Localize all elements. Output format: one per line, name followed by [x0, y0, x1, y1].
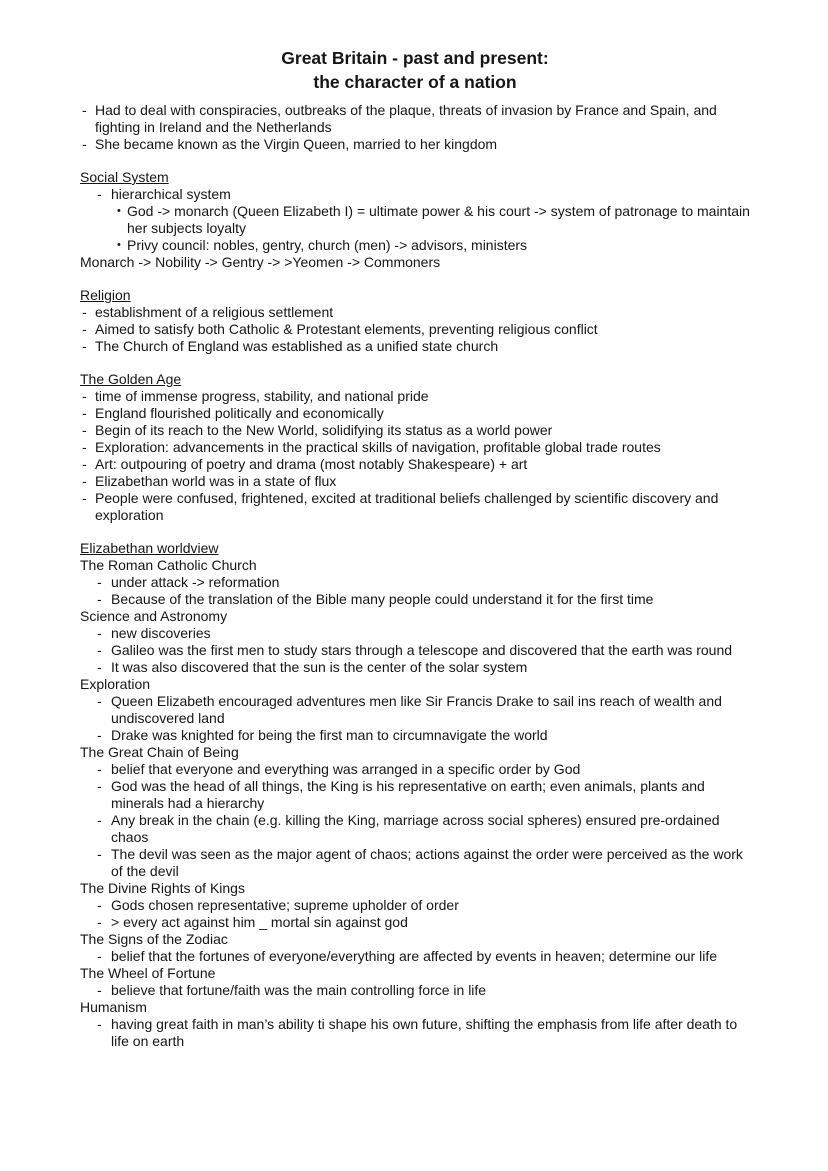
bullet-item: [80, 439, 750, 456]
bullet-item: [80, 136, 750, 153]
bullet-item: [80, 693, 750, 727]
bullet-text: > every act against him _ mortal sin against god: [111, 914, 408, 930]
bullet-text: Aimed to satisfy both Catholic & Protestant elements, preventing religious conflict: [95, 321, 598, 337]
bullet-item: [80, 897, 750, 914]
sub-bullet-item: [80, 237, 750, 254]
bullet-item: [80, 388, 750, 405]
bullet-text: Because of the translation of the Bible many people could understand it for the first time: [111, 591, 654, 607]
bullet-text: belief that the fortunes of everyone/everything are affected by events in heaven; determine our life: [111, 948, 718, 964]
bullet-item: [80, 321, 750, 338]
dash-bullet-marker: -: [82, 338, 87, 354]
bullet-text: The Church of England was established as a unified state church: [95, 338, 499, 354]
dash-bullet-marker: -: [97, 1016, 102, 1032]
bullet-item: [80, 1016, 750, 1050]
bullet-text: Any break in the chain (e.g. killing the King, marriage across social spheres) ensured pre-ordained chaos: [111, 812, 720, 845]
dash-bullet-marker: -: [97, 591, 102, 607]
spacer: [80, 271, 750, 287]
bullet-text: belief that everyone and everything was arranged in a specific order by God: [111, 761, 581, 777]
bullet-item: [80, 659, 750, 676]
bullet-text: Drake was knighted for being the first man to circumnavigate the world: [111, 727, 548, 743]
section-heading: Social System: [80, 169, 169, 185]
dash-bullet-marker: -: [82, 136, 87, 152]
bullet-item: [80, 625, 750, 642]
bullet-item: [80, 591, 750, 608]
bullet-item: [80, 422, 750, 439]
dash-bullet-marker: -: [82, 490, 87, 506]
dot-bullet-marker: •: [117, 205, 121, 217]
document-title: [80, 46, 750, 94]
bullet-text: Privy council: nobles, gentry, church (men) -> advisors, ministers: [127, 237, 528, 253]
dash-bullet-marker: -: [97, 659, 102, 675]
bullet-text: People were confused, frightened, excited at traditional beliefs challenged by scientific discovery and exploration: [95, 490, 719, 523]
bullet-item: [80, 338, 750, 355]
bullet-item: [80, 812, 750, 846]
bullet-item: [80, 102, 750, 136]
bullet-item: [80, 304, 750, 321]
spacer: [80, 355, 750, 371]
bullet-text: Elizabethan world was in a state of flux: [95, 473, 337, 489]
bullet-text: Art: outpouring of poetry and drama (most notably Shakespeare) + art: [95, 456, 528, 472]
paragraph: The Signs of the Zodiac: [80, 931, 228, 947]
bullet-text: Begin of its reach to the New World, solidifying its status as a world power: [95, 422, 553, 438]
bullet-item: [80, 642, 750, 659]
dash-bullet-marker: -: [97, 625, 102, 641]
dash-bullet-marker: -: [82, 321, 87, 337]
dash-bullet-marker: -: [97, 914, 102, 930]
bullet-item: [80, 405, 750, 422]
bullet-text: God -> monarch (Queen Elizabeth I) = ultimate power & his court -> system of patronage to maintain her subjects loyalty: [127, 203, 750, 236]
bullet-item: [80, 456, 750, 473]
bullet-item: [80, 574, 750, 591]
dash-bullet-marker: -: [82, 102, 87, 118]
bullet-item: [80, 761, 750, 778]
bullet-text: believe that fortune/faith was the main controlling force in life: [111, 982, 487, 998]
bullet-text: It was also discovered that the sun is the center of the solar system: [111, 659, 528, 675]
dash-bullet-marker: -: [82, 388, 87, 404]
dash-bullet-marker: -: [97, 727, 102, 743]
dash-bullet-marker: -: [97, 846, 102, 862]
bullet-item: [80, 948, 750, 965]
spacer: [80, 524, 750, 540]
section-heading: Religion: [80, 287, 131, 303]
dash-bullet-marker: -: [97, 761, 102, 777]
sub-bullet-item: [80, 203, 750, 237]
bullet-text: The devil was seen as the major agent of chaos; actions against the order were perceived as the work of the devil: [111, 846, 743, 879]
paragraph: Exploration: [80, 676, 151, 692]
dash-bullet-marker: -: [97, 186, 102, 202]
bullet-text: Gods chosen representative; supreme upholder of order: [111, 897, 459, 913]
paragraph: The Divine Rights of Kings: [80, 880, 245, 896]
section-heading: The Golden Age: [80, 371, 182, 387]
bullet-text: time of immense progress, stability, and national pride: [95, 388, 429, 404]
document-body: [80, 102, 750, 1050]
bullet-text: She became known as the Virgin Queen, married to her kingdom: [95, 136, 498, 152]
dash-bullet-marker: -: [82, 304, 87, 320]
bullet-text: Queen Elizabeth encouraged adventures men like Sir Francis Drake to sail ins reach of wealth and undiscovered land: [111, 693, 722, 726]
bullet-item: [80, 778, 750, 812]
dash-bullet-marker: -: [82, 405, 87, 421]
dash-bullet-marker: -: [97, 693, 102, 709]
dash-bullet-marker: -: [97, 948, 102, 964]
bullet-text: new discoveries: [111, 625, 211, 641]
spacer: [80, 153, 750, 169]
bullet-item: [80, 846, 750, 880]
bullet-text: Galileo was the first men to study stars through a telescope and discovered that the earth was round: [111, 642, 733, 658]
bullet-text: England flourished politically and economically: [95, 405, 384, 421]
paragraph: The Great Chain of Being: [80, 744, 239, 760]
paragraph: The Wheel of Fortune: [80, 965, 216, 981]
bullet-item: [80, 727, 750, 744]
dash-bullet-marker: -: [97, 897, 102, 913]
dash-bullet-marker: -: [97, 812, 102, 828]
bullet-item: [80, 982, 750, 999]
bullet-item: [80, 914, 750, 931]
bullet-item: [80, 186, 750, 203]
bullet-text: hierarchical system: [111, 186, 231, 202]
bullet-text: establishment of a religious settlement: [95, 304, 334, 320]
bullet-text: Had to deal with conspiracies, outbreaks of the plaque, threats of invasion by France and Spain, and fighting in Ireland and the Netherlands: [95, 102, 717, 135]
dash-bullet-marker: -: [97, 778, 102, 794]
bullet-text: God was the head of all things, the King is his representative on earth; even animals, plants and minerals had a hierarchy: [111, 778, 705, 811]
document-title-line1: Great Britain - past and present:: [281, 48, 549, 68]
section-heading: Elizabethan worldview: [80, 540, 219, 556]
dash-bullet-marker: -: [97, 574, 102, 590]
document-title-line2: the character of a nation: [313, 72, 517, 92]
dash-bullet-marker: -: [97, 982, 102, 998]
dot-bullet-marker: •: [117, 239, 121, 251]
bullet-text: under attack -> reformation: [111, 574, 280, 590]
paragraph: Science and Astronomy: [80, 608, 228, 624]
dash-bullet-marker: -: [82, 456, 87, 472]
dash-bullet-marker: -: [82, 439, 87, 455]
dash-bullet-marker: -: [82, 473, 87, 489]
dash-bullet-marker: -: [97, 642, 102, 658]
bullet-text: having great faith in man’s ability ti shape his own future, shifting the emphasis from life after death to life on earth: [111, 1016, 738, 1049]
bullet-item: [80, 490, 750, 524]
bullet-item: [80, 473, 750, 490]
bullet-text: Exploration: advancements in the practical skills of navigation, profitable global trade routes: [95, 439, 661, 455]
paragraph: Humanism: [80, 999, 147, 1015]
paragraph: The Roman Catholic Church: [80, 557, 257, 573]
dash-bullet-marker: -: [82, 422, 87, 438]
paragraph: Monarch -> Nobility -> Gentry -> >Yeomen -> Commoners: [80, 254, 441, 270]
